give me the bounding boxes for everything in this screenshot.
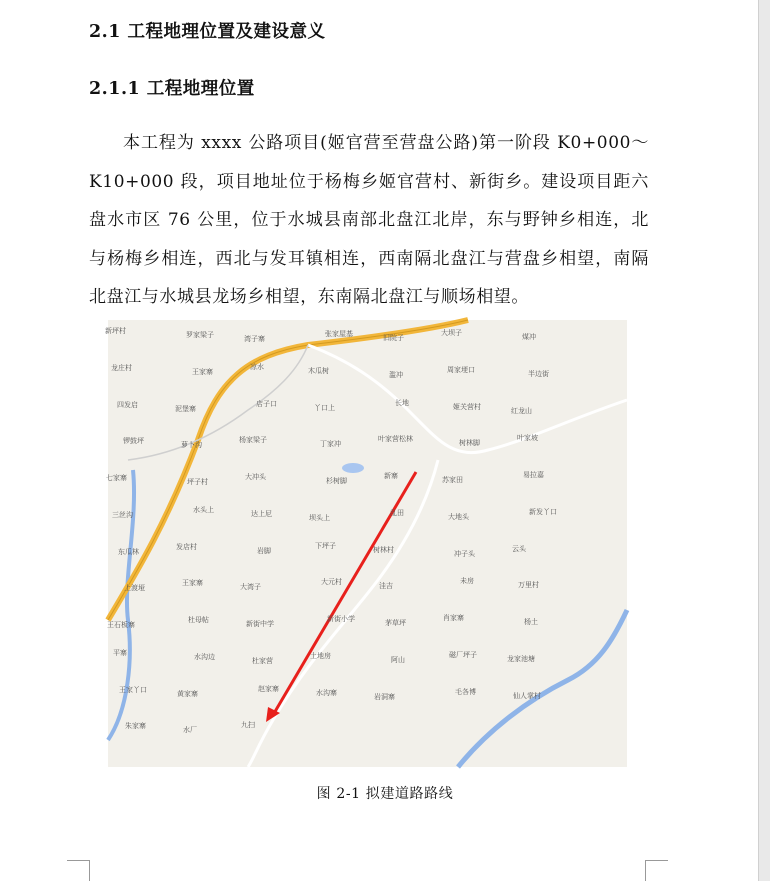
map-place-label: 达上尼: [251, 509, 272, 518]
map-place-label: 茅草坪: [385, 619, 406, 627]
map-place-label: 朱家寨: [125, 722, 146, 731]
map-place-label: 苏家田: [442, 476, 463, 484]
map-place-label: 姬关营村: [453, 402, 481, 411]
map-place-label: 未房: [460, 577, 474, 586]
map-place-label: 新街小学: [327, 615, 355, 623]
map-place-label: 萝卜沟: [181, 441, 202, 450]
map-place-label: 仙人掌村: [513, 691, 541, 700]
map-place-label: 四发启: [117, 400, 138, 409]
map-place-label: 丁家冲: [320, 440, 341, 449]
map-place-label: 半边街: [528, 369, 549, 378]
map-place-label: 锣鼓坪: [123, 437, 144, 446]
map-place-label: 阿山: [391, 655, 405, 664]
map-place-label: 三丝沟: [112, 510, 133, 519]
map-place-label: 树林村: [373, 545, 394, 554]
map-place-label: 洼吉: [379, 582, 393, 591]
map-place-label: 毛各博: [455, 687, 476, 696]
map-place-label: 杜母帖: [188, 616, 209, 624]
map-place-label: 凉水: [250, 362, 264, 371]
map-place-label: 罗家梁子: [186, 331, 214, 339]
map-place-label: 木瓜树: [308, 366, 329, 375]
route-map-figure: [105, 320, 627, 767]
page-corner-mark-left: [67, 860, 90, 881]
map-place-label: 新寨: [384, 472, 398, 480]
map-place-label: 滥冲: [389, 370, 403, 379]
map-place-label: 岩脚: [257, 546, 271, 555]
map-place-label: 岩洞寨: [374, 692, 395, 701]
map-place-label: 树林脚: [459, 439, 480, 448]
map-place-label: 东瓜林: [118, 547, 139, 556]
map-place-label: 坝头上: [309, 513, 330, 522]
map-place-label: 发店村: [176, 542, 197, 551]
highway-edge: [108, 320, 468, 620]
map-place-label: 水厂: [183, 726, 197, 735]
map-place-label: 王家寨: [182, 579, 203, 588]
map-place-label: 磁厂坪子: [449, 650, 477, 659]
highway: [108, 320, 468, 620]
map-place-label: 红龙山: [511, 406, 532, 415]
map-place-label: 肖家寨: [443, 614, 464, 622]
map-place-label: 赵家寨: [258, 684, 279, 693]
map-place-label: 万里村: [518, 581, 539, 590]
map-place-label: 王石板寨: [107, 621, 135, 629]
map-place-label: 下坪子: [315, 541, 336, 550]
map-place-label: 水沟边: [194, 652, 215, 661]
map-place-label: 大冲头: [245, 473, 266, 481]
map-place-label: 易拉嘉: [523, 471, 544, 479]
map-place-label: 冲子头: [454, 549, 475, 558]
map-place-label: 旧院子: [383, 334, 404, 342]
map-place-label: 丫口上: [314, 403, 335, 412]
map-place-label: 七家寨: [106, 474, 127, 482]
map-place-label: 长地: [395, 398, 409, 407]
map-place-label: 大元村: [321, 578, 342, 587]
river-east: [458, 610, 627, 767]
map-place-label: 黄家寨: [177, 689, 198, 698]
body-paragraph: [89, 124, 649, 317]
map-place-label: 张家屋基: [325, 330, 353, 338]
map-place-label: 新发丫口: [529, 507, 557, 516]
map-place-label: 云头: [512, 544, 526, 553]
map-place-label: 乱田: [390, 508, 404, 517]
map-place-label: 九扫: [241, 721, 255, 730]
map-place-label: 水头上: [193, 505, 214, 514]
paragraph-text: 本工程为 xxxx 公路项目(姬官营至营盘公路)第一阶段 K0+000～K10+000 段，项目地址位于杨梅乡姬官营村、新街乡。建设项目距六盘水市区 76 公里，位于水城县南部北盘江北岸，东与野钟乡相连，北与杨梅乡相连，西北与发耳镇相连，西南隔北盘江与营盘乡相望，南隔北盘江与水城县龙场乡相望，东南隔北盘江与顺场相望。: [89, 133, 649, 307]
map-place-label: 周家埂口: [447, 365, 475, 374]
subsection-heading: 2.1.1 工程地理位置: [89, 79, 255, 99]
map-place-label: 土地房: [310, 651, 331, 660]
map-place-label: 杉树脚: [326, 477, 347, 485]
map-place-label: 王家丫口: [119, 685, 147, 694]
map-place-label: 湾子寨: [244, 335, 265, 343]
map-place-label: 坪子村: [187, 478, 208, 486]
provincial-road: [308, 345, 627, 453]
map-place-label: 大地头: [448, 512, 469, 521]
figure-caption: 图 2-1 拟建道路路线: [316, 786, 454, 802]
page-corner-mark-right: [645, 860, 668, 881]
pond: [342, 463, 364, 473]
map-place-label: 店子口: [256, 399, 277, 408]
section-heading: 2.1 工程地理位置及建设意义: [89, 22, 326, 42]
map-place-label: 新坪村: [105, 327, 126, 335]
map-place-label: 新街中学: [246, 620, 274, 628]
map-place-label: 杨土: [524, 618, 538, 626]
map-place-label: 水沟寨: [316, 688, 337, 697]
map-place-label: 龙庄村: [111, 363, 132, 372]
map-place-label: 杨家梁子: [239, 436, 267, 445]
map-place-label: 大坝子: [441, 329, 462, 337]
map-place-label: 叶家营松林: [378, 435, 413, 444]
map-place-label: 平寨: [113, 648, 127, 657]
map-place-label: 煤冲: [522, 333, 536, 341]
map-place-label: 杜家营: [252, 656, 273, 665]
map-place-label: 龙家池塘: [507, 654, 535, 663]
map-place-label: 大湾子: [240, 583, 261, 592]
map-place-label: 泥堡寨: [175, 404, 196, 413]
map-place-label: 叶家坡: [517, 434, 538, 443]
map-place-label: 王家寨: [192, 367, 213, 376]
page-edge: [758, 0, 770, 881]
map-place-label: 上渡垭: [124, 584, 145, 593]
